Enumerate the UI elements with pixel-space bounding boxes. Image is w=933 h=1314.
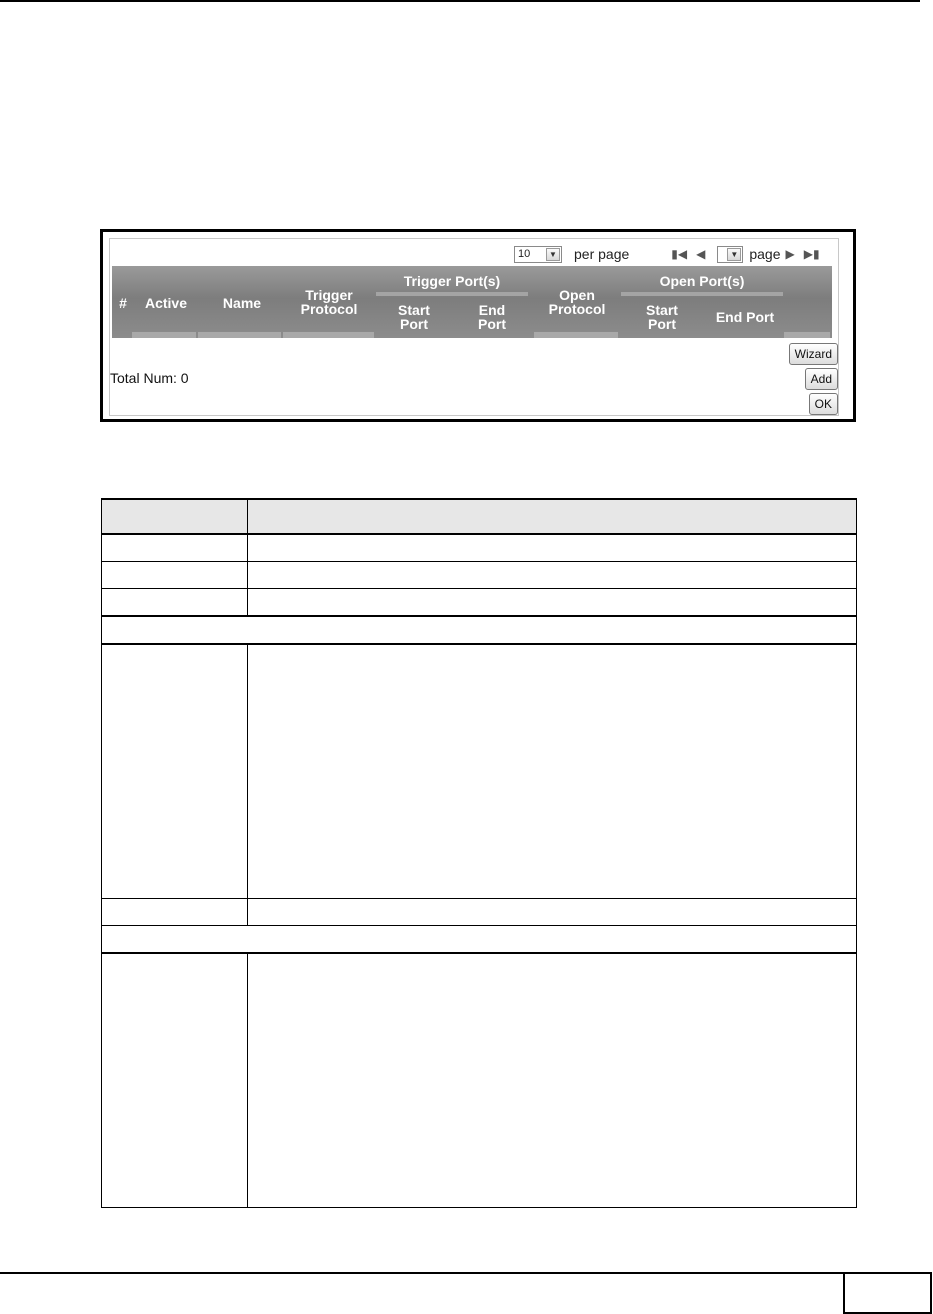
col-trigger-end-port[interactable]: [454, 303, 530, 331]
col-open-protocol-line1: Open: [559, 287, 595, 303]
field-description-table: [101, 498, 857, 1208]
table-row: [102, 953, 857, 1208]
row-description: [248, 534, 857, 562]
row-description: [248, 644, 857, 899]
row-label: [102, 589, 248, 617]
header-stripe: [132, 332, 196, 338]
col-open-start-port-line1: Start: [646, 302, 678, 318]
row-description: [248, 953, 857, 1208]
col-index[interactable]: #: [119, 295, 127, 311]
col-open-start-port[interactable]: [621, 303, 703, 331]
table-header: [112, 266, 832, 338]
wizard-button[interactable]: Wizard: [789, 343, 838, 365]
header-stripe: [198, 332, 281, 338]
col-trigger-end-port-line2: Port: [478, 316, 506, 332]
col-trigger-start-port-line1: Start: [398, 302, 430, 318]
col-active[interactable]: Active: [144, 295, 188, 311]
bottom-rule: [0, 1272, 843, 1274]
col-trigger-start-port-line2: Port: [400, 316, 428, 332]
row-description: [248, 899, 857, 926]
trigger-group-divider: [376, 292, 528, 296]
col-trigger-protocol[interactable]: [284, 288, 374, 316]
top-rule: [0, 0, 920, 2]
screen-content: [109, 238, 839, 416]
row-description: [248, 562, 857, 589]
row-label: [102, 899, 248, 926]
table-header-row: [102, 499, 857, 534]
page-label: page: [749, 246, 781, 262]
row-label: [102, 644, 248, 899]
row-label: [102, 562, 248, 589]
previous-page-icon[interactable]: ◀: [696, 247, 706, 261]
section-label: [102, 616, 857, 644]
col-open-end-port[interactable]: End Port: [715, 309, 775, 325]
header-stripe: [283, 332, 374, 338]
per-page-value: 10: [518, 248, 531, 260]
description-header: [248, 499, 857, 534]
ok-button[interactable]: OK: [809, 393, 838, 415]
row-label: [102, 953, 248, 1208]
next-page-icon[interactable]: ▶: [785, 247, 795, 261]
add-button[interactable]: Add: [805, 368, 838, 390]
trigger-port-screen: [100, 229, 856, 422]
col-open-protocol[interactable]: [534, 288, 620, 316]
table-row: [102, 562, 857, 589]
page-number-box: [843, 1272, 932, 1314]
header-stripe: [784, 332, 830, 338]
col-trigger-end-port-line1: End: [478, 302, 506, 318]
first-page-icon[interactable]: ▮◀: [671, 247, 688, 261]
col-open-protocol-line2: Protocol: [548, 301, 606, 317]
chevron-down-icon[interactable]: ▼: [546, 248, 560, 261]
col-name[interactable]: Name: [222, 295, 262, 311]
col-trigger-protocol-line1: Trigger: [305, 287, 353, 303]
page-select[interactable]: [717, 246, 743, 263]
table-row: [102, 899, 857, 926]
col-open-ports-group: Open Port(s): [659, 273, 745, 289]
open-group-divider: [621, 292, 783, 296]
pagination-bar: [514, 245, 820, 263]
total-count: Total Num: 0: [110, 370, 189, 386]
col-trigger-ports-group: Trigger Port(s): [403, 273, 501, 289]
col-open-start-port-line2: Port: [648, 316, 676, 332]
section-row: [102, 616, 857, 644]
chevron-down-icon[interactable]: ▼: [727, 248, 741, 261]
section-row: [102, 926, 857, 954]
header-stripe: [534, 332, 618, 338]
per-page-select[interactable]: [514, 246, 562, 263]
row-label: [102, 534, 248, 562]
col-trigger-protocol-line2: Protocol: [300, 301, 358, 317]
row-description: [248, 589, 857, 617]
section-label: [102, 926, 857, 954]
table-row: [102, 644, 857, 899]
col-trigger-start-port[interactable]: [376, 303, 452, 331]
table-row: [102, 589, 857, 617]
last-page-icon[interactable]: ▶▮: [803, 247, 820, 261]
per-page-label: per page: [574, 246, 630, 262]
table-row: [102, 534, 857, 562]
label-header: [102, 499, 248, 534]
